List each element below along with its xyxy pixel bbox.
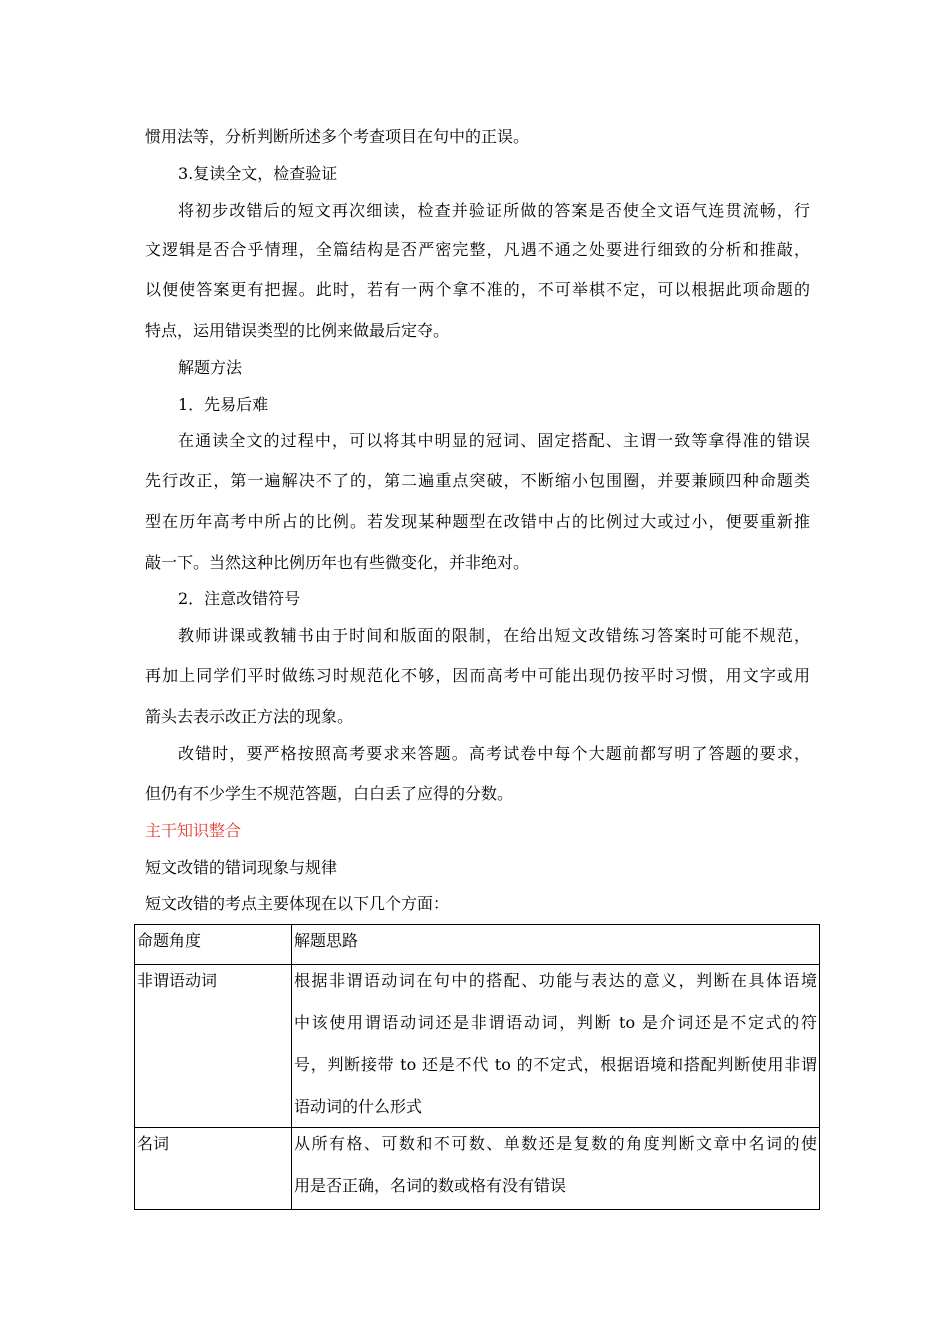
section-heading: 1．先易后难 — [178, 395, 269, 414]
subsection-title: 短文改错的错词现象与规律 — [145, 858, 338, 877]
paragraph-line: 再加上同学们平时做练习时规范化不够，因而高考中可能出现仍按平时习惯，用文字或用 — [145, 666, 810, 685]
paragraph-line: 教师讲课或教辅书由于时间和版面的限制，在给出短文改错练习答案时可能不规范， — [178, 626, 810, 645]
section-heading: 2．注意改错符号 — [178, 589, 301, 608]
paragraph-line: 改错时，要严格按照高考要求来答题。高考试卷中每个大题前都写明了答题的要求， — [178, 744, 810, 763]
table-row — [135, 1128, 820, 1210]
table-header-row — [135, 925, 820, 965]
table-cell-approach: 根据非谓语动词在句中的搭配、功能与表达的意义，判断在具体语境 中该使用谓语动词还是非谓语动词，判断 to 是介词还是不定式的符 号，判断接带 to 还是不代 to 的不定式，根据语境和搭配判断使用非谓 语动词的什么形式 — [292, 965, 820, 1128]
section-heading: 3.复读全文，检查验证 — [178, 164, 338, 183]
paragraph-line: 箭头去表示改正方法的现象。 — [145, 707, 354, 726]
paragraph-line: 将初步改错后的短文再次细读，检查并验证所做的答案是否使全文语气连贯流畅，行 — [178, 201, 810, 220]
paragraph-line: 惯用法等，分析判断所述多个考查项目在句中的正误。 — [145, 127, 530, 146]
table-cell-angle: 非谓语动词 — [135, 965, 292, 1128]
table-row — [135, 965, 820, 1128]
table-cell-angle: 名词 — [135, 1128, 292, 1210]
paragraph-line: 型在历年高考中所占的比例。若发现某种题型在改错中占的比例过大或过小，便要重新推 — [145, 512, 810, 531]
table-header-approach: 解题思路 — [292, 925, 820, 965]
intro-line: 短文改错的考点主要体现在以下几个方面： — [145, 894, 450, 913]
paragraph-line: 敲一下。当然这种比例历年也有些微变化，并非绝对。 — [145, 553, 530, 572]
paragraph-line: 在通读全文的过程中，可以将其中明显的冠词、固定搭配、主谓一致等拿得准的错误 — [178, 431, 810, 450]
paragraph-line: 但仍有不少学生不规范答题，白白丢了应得的分数。 — [145, 784, 514, 803]
error-types-table — [134, 924, 820, 1210]
paragraph-line: 以便使答案更有把握。此时，若有一两个拿不准的，不可举棋不定，可以根据此项命题的 — [145, 280, 810, 299]
table-header-angle: 命题角度 — [135, 925, 292, 965]
paragraph-line: 文逻辑是否合乎情理，全篇结构是否严密完整，凡遇不通之处要进行细致的分析和推敲， — [145, 240, 810, 259]
paragraph-line: 先行改正，第一遍解决不了的，第二遍重点突破，不断缩小包围圈，并要兼顾四种命题类 — [145, 471, 810, 490]
section-heading: 解题方法 — [178, 358, 243, 377]
section-title-red: 主干知识整合 — [145, 821, 242, 840]
paragraph-line: 特点，运用错误类型的比例来做最后定夺。 — [145, 321, 450, 340]
table-cell-approach: 从所有格、可数和不可数、单数还是复数的角度判断文章中名词的使 用是否正确，名词的数或格有没有错误 — [292, 1128, 820, 1210]
